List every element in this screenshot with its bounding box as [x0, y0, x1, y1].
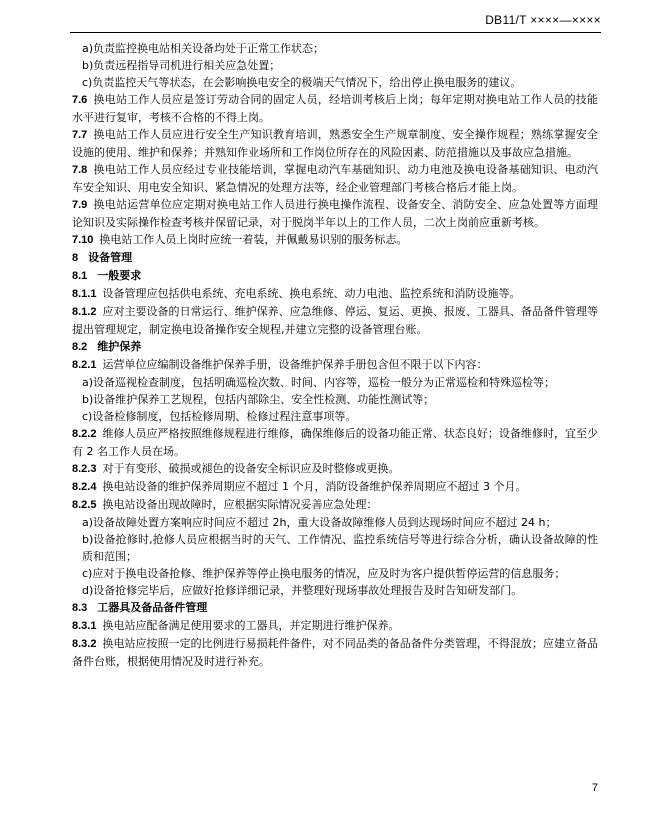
list-item: d)设备抢修完毕后，应做好抢修详细记录，并整理好现场事故处理报告及时告知研发部门。 — [82, 584, 523, 597]
list-item: b)设备抢修时,抢修人员应根据当时的天气、工作情况、监控系统信号等进行综合分析，确认设备故障的性质和范围； — [82, 533, 598, 563]
clause-8-1-1: 8.1.1 设备管理应包括供电系统、充电系统、换电系统、动力电池、监控系统和消防设施等。 — [72, 287, 521, 300]
clause-7-7: 7.7 换电站工作人员应进行安全生产知识教育培训，熟悉安全生产规章制度、安全操作规程；熟练掌握安全设施的使用、维护和保养；并熟知作业场所和工作岗位所存在的风险因素、防范措施以及事故应急措施。 — [72, 128, 598, 159]
clause-8-2-2: 8.2.2 维修人员应严格按照维修规程进行维修，确保维修后的设备功能正常、状态良好；设备维修时，宜至少有 2 名工作人员在场。 — [72, 427, 598, 458]
section-heading: 8.2 维护保养 — [72, 340, 142, 353]
list-item: b)设备维护保养工艺规程，包括内部除尘、安全性检测、功能性测试等； — [82, 393, 435, 406]
clause-7-6: 7.6 换电站工作人员应是签订劳动合同的固定人员，经培训考核后上岗；每年定期对换电站工作人员的技能水平进行复审，考核不合格的不得上岗。 — [72, 93, 598, 124]
clause-8-1-2: 8.1.2 应对主要设备的日常运行、维护保养、应急维修、停运、复运、更换、报废、工器具、备品备件管理等提出管理规定，制定换电设备操作安全规程,并建立完整的设备管理台账。 — [72, 305, 598, 336]
list-item: c)负责监控天气等状态，在会影响换电安全的极端天气情况下，给出停止换电服务的建议。 — [82, 76, 522, 89]
document-code: DB11/T ××××—×××× — [485, 13, 601, 27]
clause-8-2-1: 8.2.1 运营单位应编制设备维护保养手册，设备维护保养手册包含但不限于以下内容： — [72, 358, 488, 371]
section-heading: 8.3 工器具及备品备件管理 — [72, 601, 208, 614]
chapter-heading: 8 设备管理 — [72, 251, 133, 264]
list-item: a)设备巡视检查制度，包括明确巡检次数、时间、内容等，巡检一般分为正常巡检和特殊巡检等； — [82, 376, 556, 389]
header-rule — [70, 32, 601, 33]
clause-7-8: 7.8 换电站工作人员应经过专业技能培训，掌握电动汽车基础知识、动力电池及换电设备基础知识、电动汽车安全知识、用电安全知识、紧急情况的处理方法等，经企业管理部门考核合格后才能上岗。 — [72, 163, 598, 194]
clause-8-2-4: 8.2.4 换电站设备的维护保养周期应不超过 1 个月，消防设备维护保养周期应不超过 3 个月。 — [72, 480, 527, 493]
list-item: c)设备检修制度，包括检修周期、检修过程注意事项等。 — [82, 410, 357, 423]
document-body — [72, 40, 598, 670]
list-item: a)负责监控换电站相关设备均处于正常工作状态； — [82, 42, 325, 55]
list-item: c)应对于换电设备抢修、维护保养等停止换电服务的情况，应及时为客户提供暂停运营的信息服务； — [82, 567, 566, 580]
clause-8-2-3: 8.2.3 对于有变形、破损或褪色的设备安全标识应及时整修或更换。 — [72, 462, 400, 475]
clause-8-3-2: 8.3.2 换电站应按照一定的比例进行易损耗件备件，对不同品类的备品备件分类管理，不得混放；应建立备品备件台账，根据使用情况及时进行补充。 — [72, 637, 598, 668]
section-heading: 8.1 一般要求 — [72, 269, 142, 282]
list-item: b)负责远程指导司机进行相关应急处置； — [82, 59, 281, 72]
clause-7-9: 7.9 换电站运营单位应定期对换电站工作人员进行换电操作流程、设备安全、消防安全、应急处置等方面理论知识及实际操作检查考核并保留记录，对于脱岗半年以上的工作人员，二次上岗前应重新考核。 — [72, 198, 598, 229]
list-item: a)设备故障处置方案响应时间应不超过 2h，重大设备故障维修人员到达现场时间应不超过 24 h； — [82, 516, 557, 529]
page-number: 7 — [591, 782, 598, 794]
clause-7-10: 7.10 换电站工作人员上岗时应统一着装，并佩戴易识别的服务标志。 — [72, 233, 408, 246]
clause-8-3-1: 8.3.1 换电站应配备满足使用要求的工器具，并定期进行维护保养。 — [72, 619, 400, 632]
clause-8-2-5: 8.2.5 换电站设备出现故障时，应根据实际情况妥善应急处理： — [72, 498, 378, 511]
